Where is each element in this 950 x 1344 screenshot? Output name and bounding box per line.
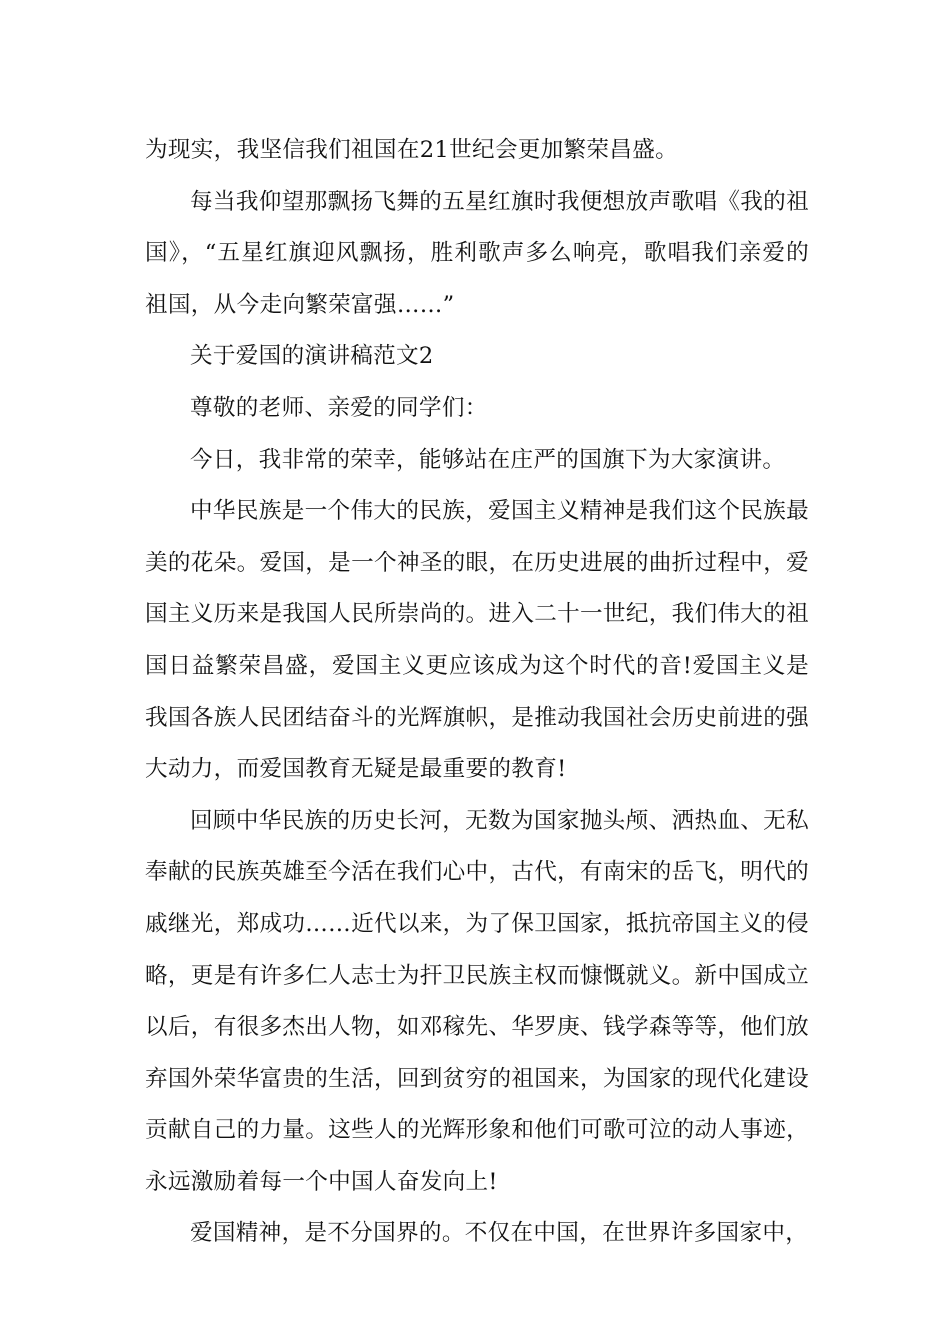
paragraph-history: 回顾中华民族的历史长河，无数为国家抛头颅、洒热血、无私奉献的民族英雄至今活在我们心中，古代，有南宋的岳飞，明代的戚继光，郑成功……近代以来，为了保卫国家，抵抗帝国主义的侵略，更是有许多仁人志士为扞卫民族主权而慷慨就义。新中国成立以后，有很多杰出人物，如邓稼先、华罗庚、钱学森等等，他们放弃国外荣华富贵的生活，回到贫穷的祖国来，为国家的现代化建设贡献自己的力量。这些人的光辉形象和他们可歌可泣的动人事迹，永远激励着每一个中国人奋发向上! (145, 807, 809, 1195)
document-body (145, 125, 809, 1260)
paragraph-patriotism: 中华民族是一个伟大的民族，爱国主义精神是我们这个民族最美的花朵。爱国，是一个神圣的眼，在历史进展的曲折过程中，爱国主义历来是我国人民所崇尚的。进入二十一世纪，我们伟大的祖国日益繁荣昌盛，爱国主义更应该成为这个时代的音!爱国主义是我国各族人民团结奋斗的光辉旗帜，是推动我国社会历史前进的强大动力，而爱国教育无疑是最重要的教育! (145, 498, 809, 783)
section-title: 关于爱国的演讲稿范文2 (190, 343, 434, 370)
salutation: 尊敬的老师、亲爱的同学们： (190, 394, 488, 421)
paragraph-borderless: 爱国精神，是不分国界的。不仅在中国，在世界许多国家中， (190, 1220, 809, 1247)
paragraph-opening: 今日，我非常的荣幸，能够站在庄严的国旗下为大家演讲。 (190, 446, 786, 473)
paragraph-motherland-song: 每当我仰望那飘扬飞舞的五星红旗时我便想放声歌唱《我的祖国》，“五星红旗迎风飘扬，胜利歌声多么响亮，歌唱我们亲爱的祖国，从今走向繁荣富强……” (145, 188, 809, 318)
paragraph-continuation: 为现实，我坚信我们祖国在21世纪会更加繁荣昌盛。 (145, 137, 679, 163)
